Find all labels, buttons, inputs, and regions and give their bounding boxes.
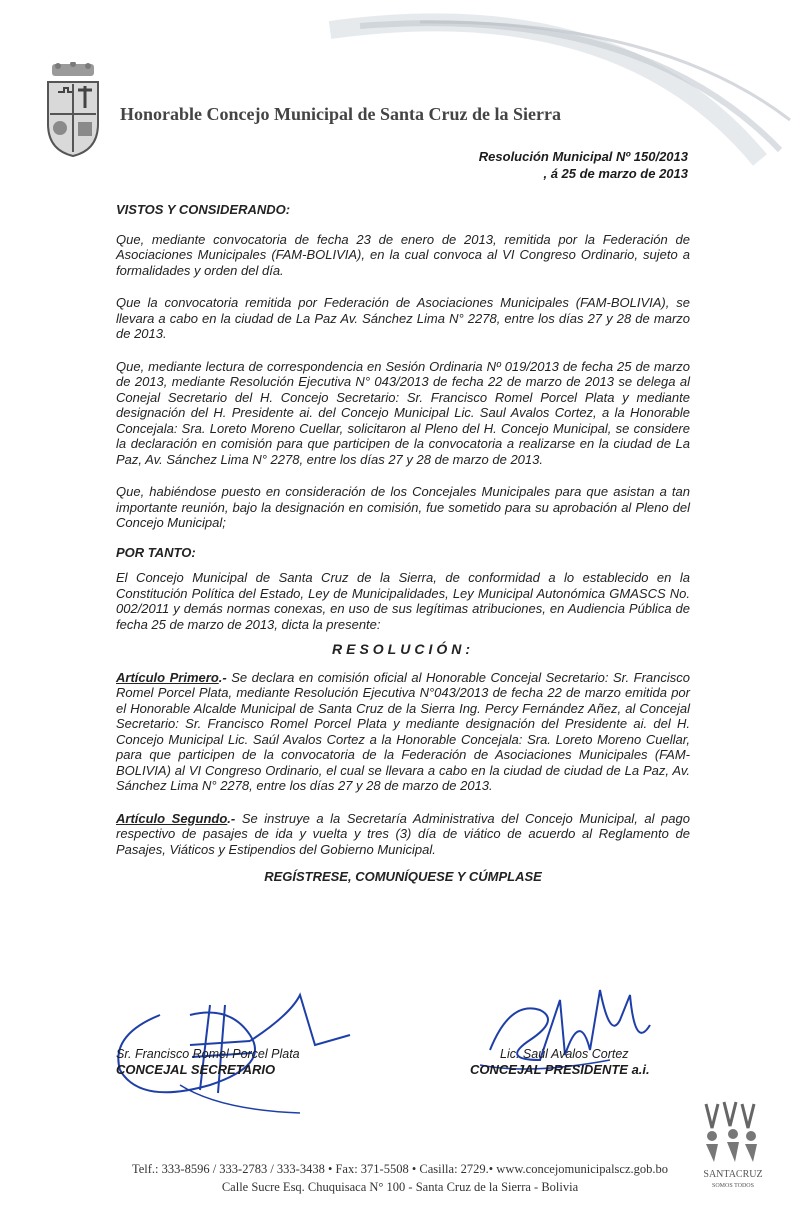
resolution-heading	[479, 148, 688, 182]
vistos-heading: VISTOS Y CONSIDERANDO:	[116, 202, 291, 217]
signature-left-name: Sr. Francisco Romel Porcel Plata	[116, 1047, 300, 1061]
footer-address: Calle Sucre Esq. Chuquisaca N° 100 - Santa Cruz de la Sierra - Bolivia	[221, 1180, 579, 1194]
considerando-paragraph-4: Que, habiéndose puesto en consideración de los Concejales Municipales para que asistan a tan importante reunión, bajo la designación en comisión, fue sometido para su aprobación al Pleno del Concejo Municipal;	[116, 484, 690, 530]
logo-text-tagline: SOMOS TODOS	[712, 1183, 754, 1189]
coat-of-arms-icon	[44, 62, 102, 158]
article-second-dash: .-	[227, 810, 236, 826]
article-second-text: Se instruye a la Secretaría Administrativa del Concejo Municipal, al pago respectivo de pasajes de ida y vuelta y tres (3) día de viático de acuerdo al Reglamento de Pasajes, Viáticos y Estipendios del Gobierno Municipal.	[116, 810, 690, 857]
footer	[0, 1160, 800, 1196]
article-second-label: Artículo Segundo	[116, 810, 228, 826]
signature-left-role: CONCEJAL SECRETARIO	[116, 1062, 276, 1077]
article-first-dash: .-	[218, 669, 227, 685]
resolution-number: Resolución Municipal Nº 150/2013	[478, 149, 688, 164]
considerando-paragraph-3: Que, mediante lectura de correspondencia en Sesión Ordinaria Nº 019/2013 de fecha 25 de marzo de 2013, mediante Resolución Ejecutiva N° 043/2013 de fecha 22 de marzo de 2013 se delega al Conejal Secretario del H. Concejo Secretario: Sr. Francisco Romel Porcel Plata y mediante designación del H. Presidente ai. del Concejo Municipal Lic. Saul Avalos Cortez, a la Honorable Concejala: Sra. Loreto Moreno Cuellar, solicitaron al Pleno del H. Concejo Municipal, se considere la declaración en comisión para que participen de la convocatoria a realizarse en la ciudad de La Paz, Av. Sánchez Lima N° 2278, entre los días 27 y 28 de marzo de 2013.	[116, 358, 690, 467]
signature-left	[116, 1046, 300, 1078]
article-first	[116, 670, 690, 794]
article-second	[116, 811, 690, 858]
por-tanto-paragraph: El Concejo Municipal de Santa Cruz de la Sierra, de conformidad a lo establecido en la Constitución Política del Estado, Ley de Municipalidades, Ley Municipal Autonómica GMASCS No. 002/2011 y demás normas conexas, en uso de sus legítimas atribuciones, en Audiencia Pública de fecha 25 de marzo de 2013, dicta la presente:	[116, 570, 690, 632]
closing-formula: REGÍSTRESE, COMUNÍQUESE Y CÚMPLASE	[264, 869, 542, 884]
considerando-paragraph-2: Que la convocatoria remitida por Federación de Asociaciones Municipales (FAM-BOLIVIA), se llevara a cabo en la ciudad de La Paz Av. Sánchez Lima N° 2278, entre los días 27 y 28 de marzo de 2013.	[116, 295, 690, 341]
resolucion-title: RESOLUCIÓN:	[332, 641, 474, 657]
footer-contact: Telf.: 333-8596 / 333-2783 / 333-3438 • Fax: 371-5508 • Casilla: 2729.• www.concejomunicipalscz.gob.bo	[131, 1162, 669, 1176]
institution-name: Honorable Concejo Municipal de Santa Cruz de la Sierra	[120, 104, 561, 124]
resolution-date: , á 25 de marzo de 2013	[543, 166, 688, 181]
signature-right	[470, 1046, 650, 1078]
article-first-text: Se declara en comisión oficial al Honorable Concejal Secretario: Sr. Francisco Romel Porcel Plata, mediante Resolución Ejecutiva N°043/2013 de fecha 22 de marzo emitida por el Honorable Alcalde Municipal de Santa Cruz de la Sierra Ing. Percy Fernández Añez, al Concejal Secretario: Sr. Francisco Romel Porcel Plata y mediante designación del Presidente ai. del H. Concejo Municipal Lic. Saúl Avalos Cortez a la Honorable Concejala: Sra. Loreto Moreno Cuellar, para que participen de la convocatoria de la Federación de Asociaciones Municipales (FAM-BOLIVIA) al VI Congreso Ordinario, el cual se llevara a cabo en la ciudad de ciudad de La Paz, Av. Sánchez Lima N° 2278, entre los días 27 y 28 de marzo de 2013.	[116, 669, 690, 793]
signature-right-name: Lic. Saúl Avalos Cortez	[500, 1047, 629, 1061]
por-tanto-heading: POR TANTO:	[116, 544, 196, 560]
considerando-paragraph-1: Que, mediante convocatoria de fecha 23 de enero de 2013, remitida por la Federación de Asociaciones Municipales (FAM-BOLIVIA), en la cual convoca al VI Congreso Ordinario, sujeto a formalidades y orden del día.	[116, 231, 690, 278]
article-first-label: Artículo Primero	[116, 669, 219, 685]
logo-text-main: SANTACRUZ	[703, 1169, 763, 1180]
document-body	[116, 202, 690, 885]
signature-right-role: CONCEJAL PRESIDENTE a.i.	[470, 1062, 650, 1077]
